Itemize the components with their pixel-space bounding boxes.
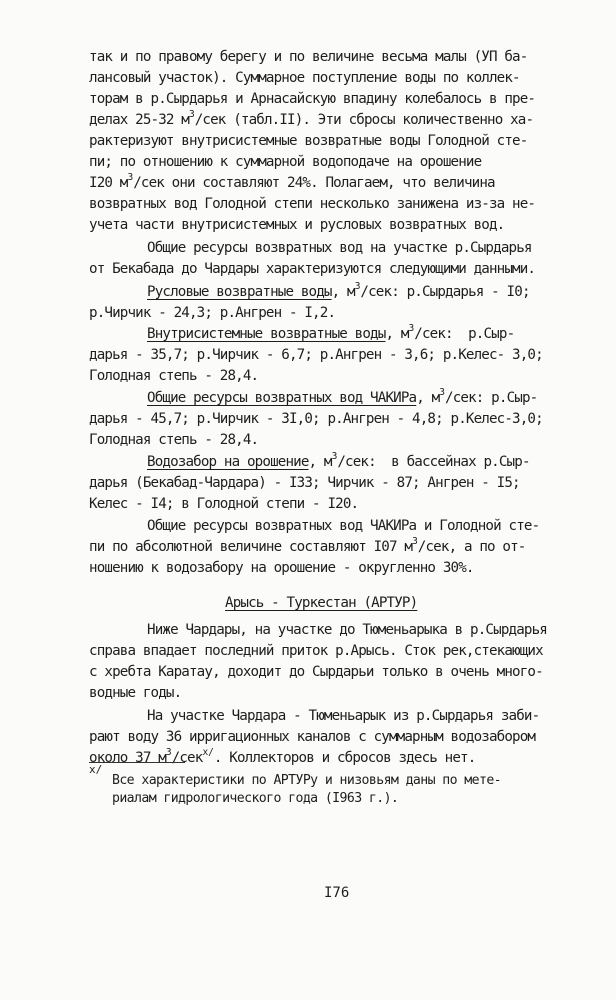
text-segment: , м — [385, 326, 409, 342]
footnote-reference: x/ — [202, 747, 214, 758]
text-line: дарья - 35,7; р.Чирчик - 6,7; р.Ангрен - 3,6; р.Келес- 3,0; — [89, 347, 543, 363]
superscript: 3 — [127, 172, 134, 183]
text-line: На участке Чардара - Тюменьарык из р.Сырдарья заби- — [147, 708, 540, 724]
text-line: Общие ресурсы возвратных вод на участке р.Сырдарья — [147, 240, 532, 256]
text-segment: , м — [308, 454, 332, 470]
superscript: 3 — [331, 451, 338, 462]
footnote-line: Все характеристики по АРТУРу и низовьям даны по мете- — [112, 773, 501, 788]
text-segment: /сек: р.Сыр- — [414, 326, 515, 342]
superscript: 3 — [439, 387, 446, 398]
footnote-divider — [89, 762, 185, 763]
text-segment: /сек: р.Сыр- — [445, 390, 538, 406]
underlined-heading: Водозабор на орошение — [147, 454, 309, 470]
text-line: дарья - 45,7; р.Чирчик - 3I,0; р.Ангрен - 4,8; р.Келес-3,0; — [89, 411, 543, 427]
text-segment: . Коллекторов и сбросов здесь нет. — [213, 750, 476, 766]
superscript: 3 — [165, 747, 172, 758]
footnote-line: риалам гидрологического года (I963 г.). — [112, 791, 399, 806]
text-line — [89, 110, 533, 131]
text-line: с хребта Каратау, доходит до Сырдарьи только в очень много- — [89, 664, 543, 680]
underlined-heading: Русловые возвратные воды — [147, 284, 332, 300]
text-segment: /сек — [171, 750, 203, 766]
text-line: учета части внутрисистемных и русловых возвратных вод. — [89, 217, 505, 233]
text-segment: около 37 м — [89, 750, 166, 766]
text-segment: пи по абсолютной величине составляют I07 м — [89, 539, 413, 555]
text-line — [147, 388, 537, 409]
text-line: дарья (Бекабад-Чардара) - I33; Чирчик - 87; Ангрен - I5; — [89, 475, 520, 491]
superscript: 3 — [354, 281, 361, 292]
text-segment: /сек: р.Сырдарья - I0; — [360, 284, 530, 300]
text-segment: I20 м — [89, 175, 128, 191]
page-number: I76 — [324, 885, 350, 901]
text-segment: делах 25-32 м — [89, 112, 189, 128]
text-segment: /сек они составляют 24%. Полагаем, что величина — [133, 175, 495, 191]
text-line: возвратных вод Голодной степи несколько занижена из-за не- — [89, 196, 536, 212]
text-line — [89, 537, 525, 558]
text-line: лансовый участок). Суммарное поступление воды по коллек- — [89, 70, 520, 86]
text-line: Келес - I4; в Голодной степи - I20. — [89, 496, 359, 512]
text-line: торам в р.Сырдарья и Арнасайскую впадину колебалось в пре- — [89, 91, 536, 107]
text-segment: , м — [416, 390, 440, 406]
text-segment: /сек, а по от- — [417, 539, 526, 555]
text-line: рактеризуют внутрисистемные возвратные воды Голодной сте- — [89, 133, 528, 149]
text-segment: , м — [331, 284, 355, 300]
footnote-mark: x/ — [89, 763, 103, 776]
text-line — [147, 324, 514, 345]
text-line: Голодная степь - 28,4. — [89, 432, 259, 448]
text-line: так и по правому берегу и по величине весьма малы (УП ба- — [89, 49, 528, 65]
text-line: р.Чирчик - 24,3; р.Ангрен - I,2. — [89, 305, 336, 321]
section-heading: Арысь - Туркестан (АРТУР) — [225, 595, 418, 611]
superscript: 3 — [189, 109, 195, 120]
text-line: справа впадает последний приток р.Арысь. Сток рек,стекающих — [89, 643, 543, 659]
text-line: Ниже Чардары, на участке до Тюменьарыка в р.Сырдарья — [147, 622, 547, 638]
text-line — [89, 173, 495, 194]
underlined-heading: Внутрисистемные возвратные воды — [147, 326, 386, 342]
text-line: ношению к водозабору на орошение - округленно 30%. — [89, 560, 474, 576]
underlined-heading: Общие ресурсы возвратных вод ЧАКИРа — [147, 390, 417, 406]
text-line: Общие ресурсы возвратных вод ЧАКИРа и Голодной сте- — [147, 518, 540, 534]
text-line — [147, 282, 530, 303]
text-line: пи; по отношению к суммарной водоподаче на орошение — [89, 154, 482, 170]
text-line: водные годы. — [89, 685, 182, 701]
superscript: 3 — [412, 536, 418, 547]
text-line: Голодная степь - 28,4. — [89, 368, 259, 384]
text-line: от Бекабада до Чардары характеризуются следующими данными. — [89, 261, 536, 277]
text-line — [89, 748, 475, 769]
text-line — [147, 452, 530, 473]
text-line: рают воду 36 ирригационных каналов с суммарным водозабором — [89, 729, 536, 745]
text-segment: /сек: в бассейнах р.Сыр- — [337, 454, 530, 470]
text-segment: /сек (табл.II). Эти сбросы количественно ха- — [194, 112, 534, 128]
superscript: 3 — [408, 323, 415, 334]
